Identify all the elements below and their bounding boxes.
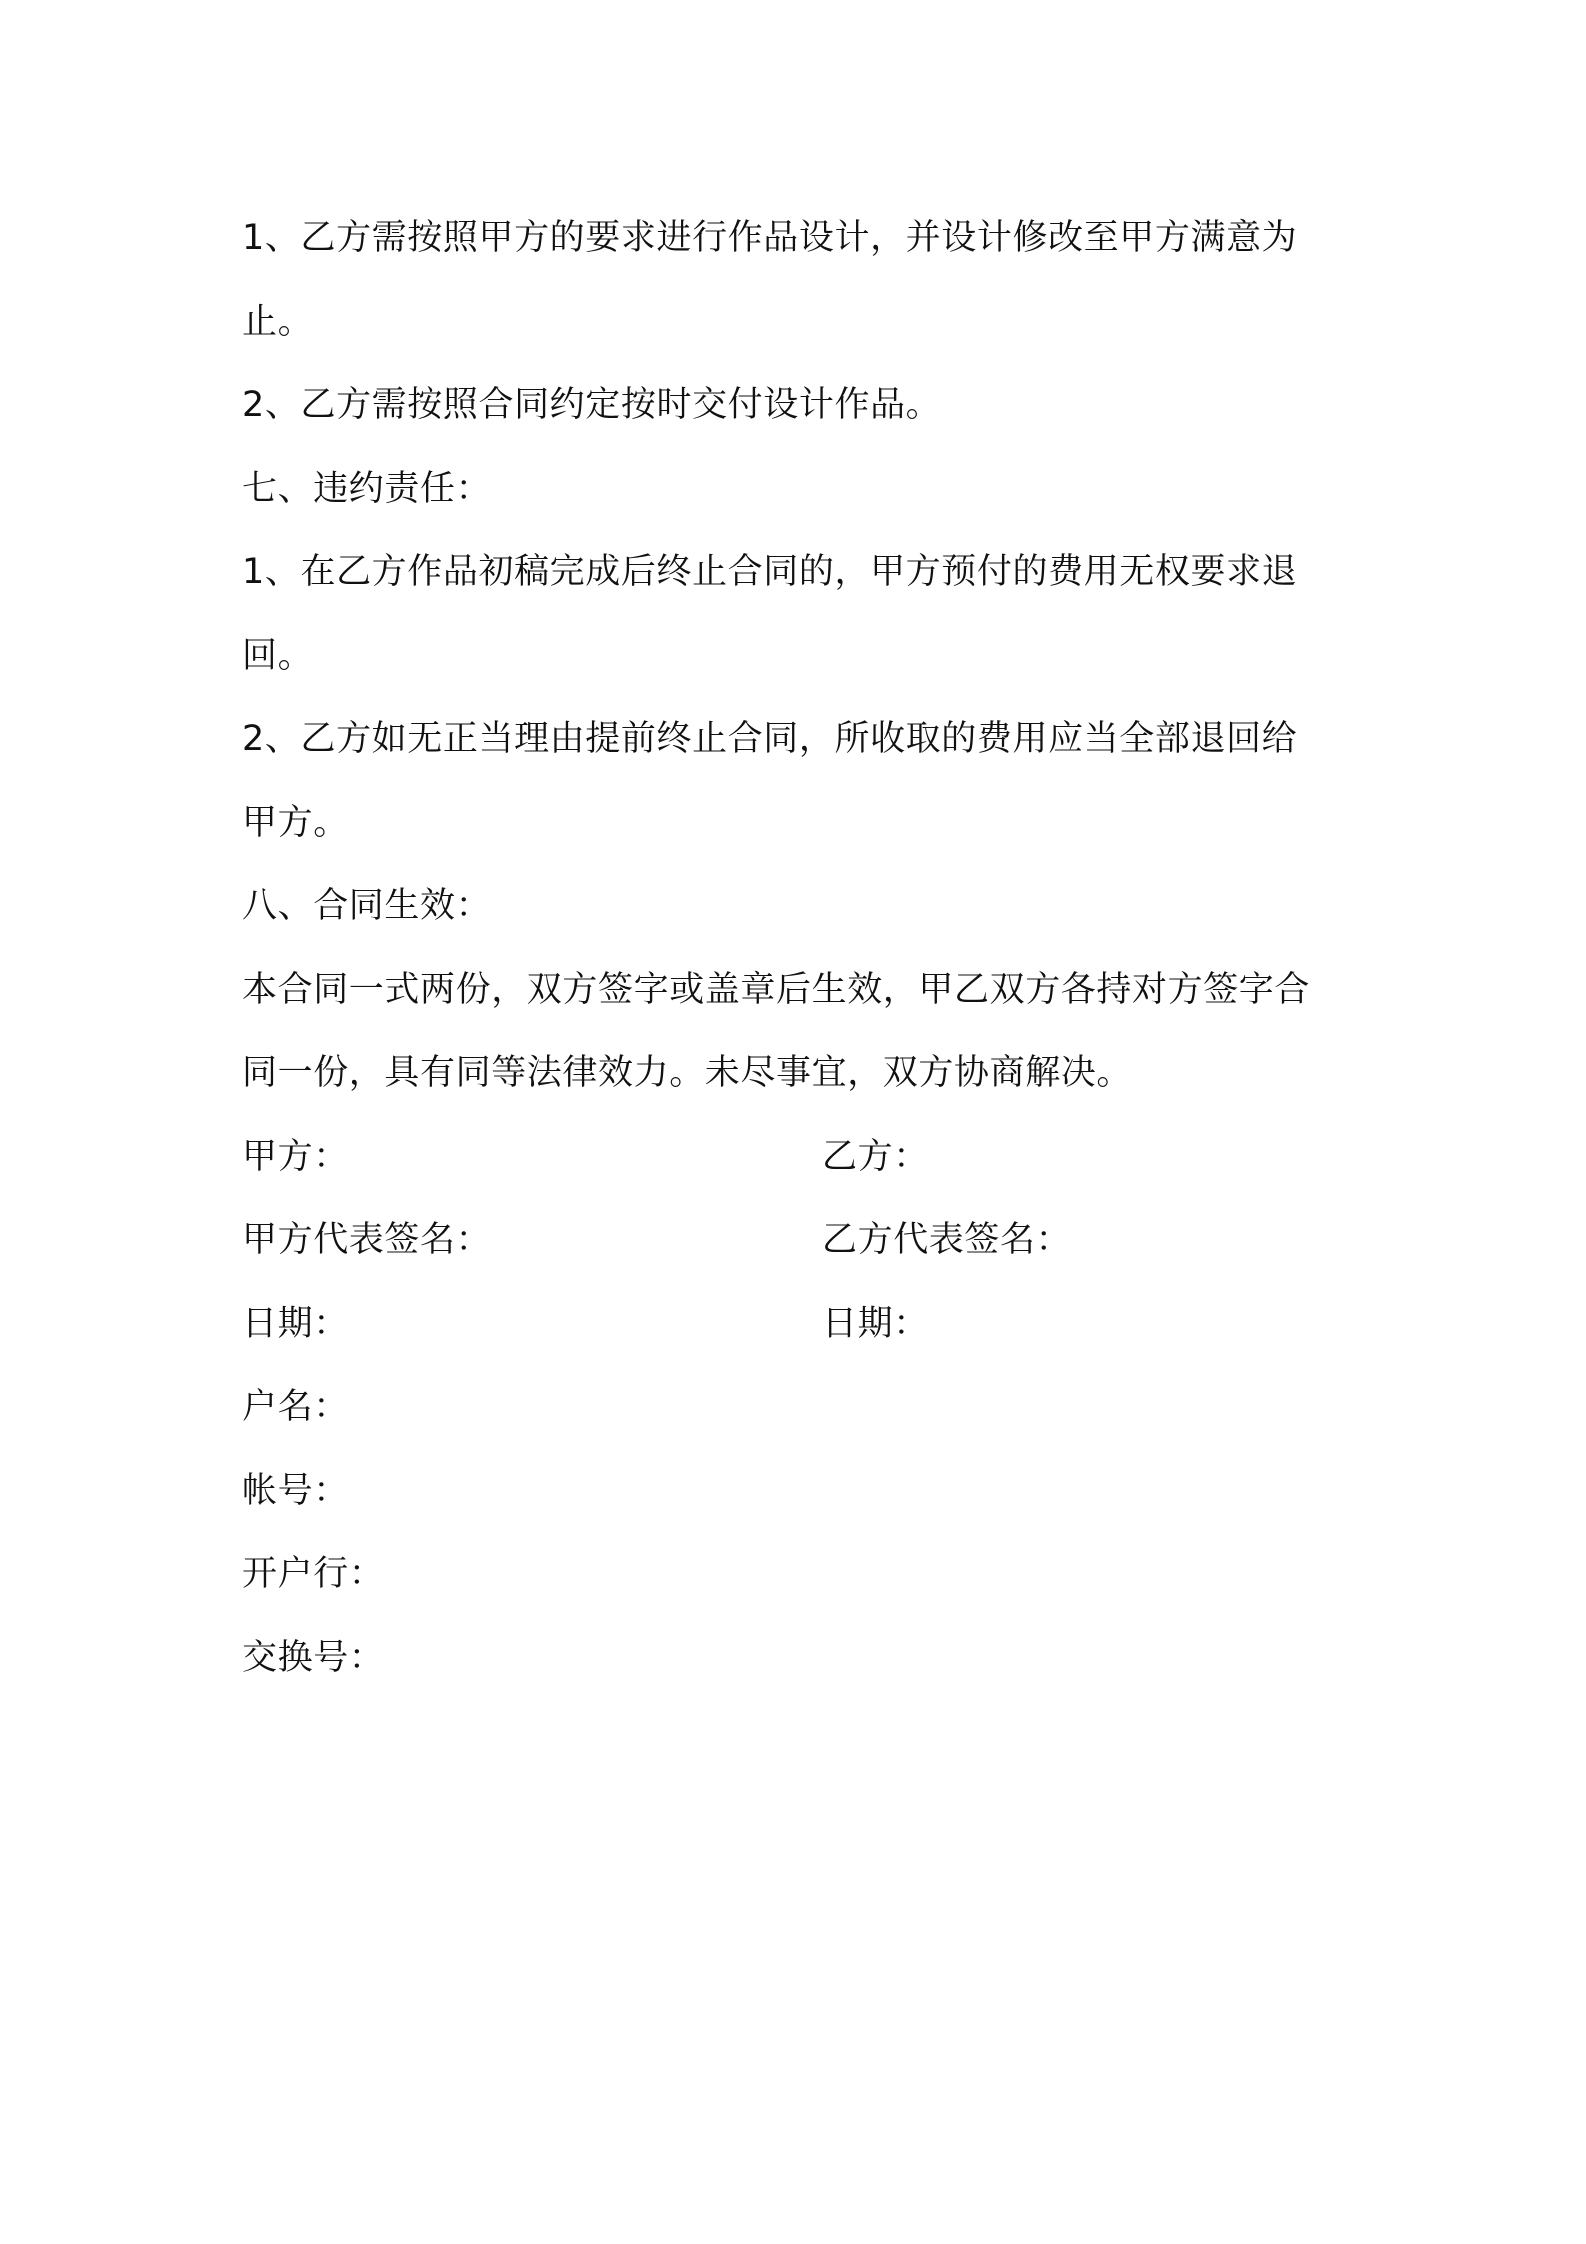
party-a-date-label: 日期： [242, 1303, 349, 1344]
party-a-representative-label: 甲方代表签名： [242, 1220, 492, 1260]
clause-6-2: 2、乙方需按照合同约定按时交付设计作品。 [242, 385, 942, 425]
signature-row-party [242, 1116, 1360, 1200]
account-name-label: 户名： [242, 1387, 349, 1427]
party-b-representative-label: 乙方代表签名： [822, 1220, 1072, 1260]
exchange-number-label: 交换号： [242, 1637, 385, 1678]
contract-body [242, 197, 1360, 1700]
clause-7-1-line-1: 1、在乙方作品初稿完成后终止合同的，甲方预付的费用无权要求退 [242, 552, 1298, 592]
signature-row-representative [242, 1199, 1360, 1283]
party-a-label: 甲方： [242, 1136, 349, 1177]
clause-7-1-line-2: 回。 [242, 635, 314, 676]
clause-8-line-1: 本合同一式两份，双方签字或盖章后生效，甲乙双方各持对方签字合 [242, 969, 1311, 1010]
party-b-date-label: 日期： [822, 1303, 929, 1344]
clause-6-1-line-1: 1、乙方需按照甲方的要求进行作品设计，并设计修改至甲方满意为 [242, 218, 1298, 258]
clause-8-line-2: 同一份，具有同等法律效力。未尽事宜，双方协商解决。 [242, 1053, 1133, 1093]
account-number-label: 帐号： [242, 1470, 349, 1511]
clause-7-2-line-1: 2、乙方如无正当理由提前终止合同，所收取的费用应当全部退回给 [242, 719, 1298, 759]
party-b-label: 乙方： [822, 1136, 929, 1177]
clause-6-1-line-2: 止。 [242, 301, 314, 342]
section-8-heading: 八、合同生效： [242, 886, 492, 926]
signature-row-date [242, 1283, 1360, 1367]
clause-7-2-line-2: 甲方。 [242, 802, 349, 843]
section-7-heading: 七、违约责任： [242, 468, 492, 509]
bank-name-label: 开户行： [242, 1554, 385, 1594]
